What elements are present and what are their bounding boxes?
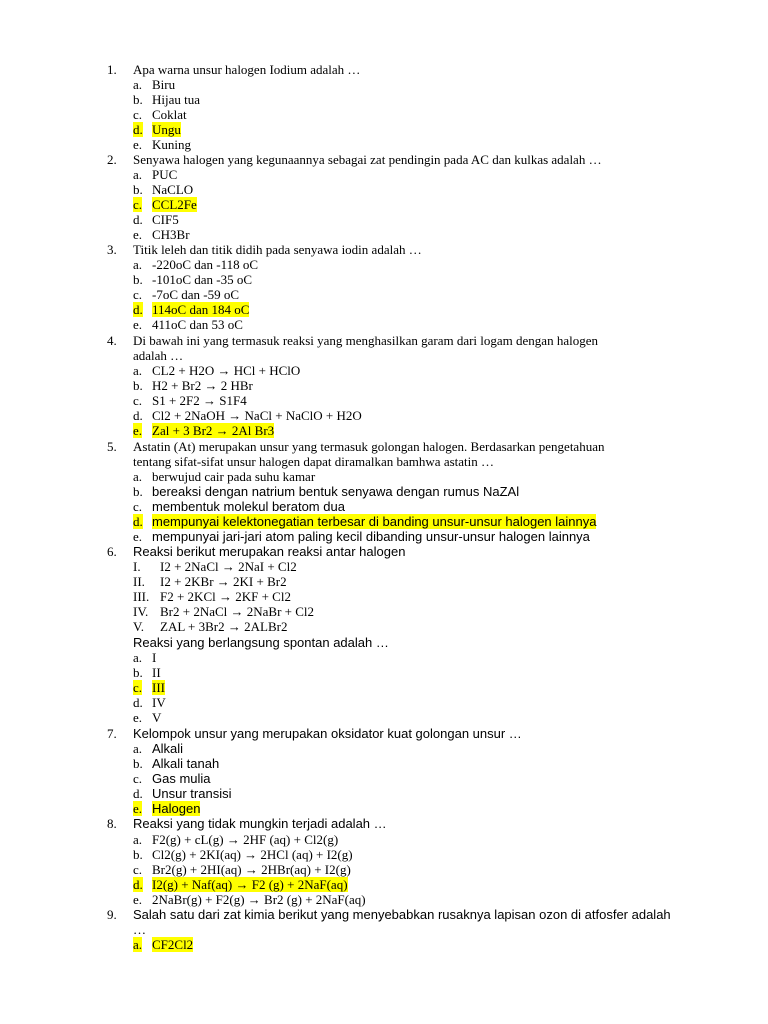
option-text: bereaksi dengan natrium bentuk senyawa dengan rumus NaZAl — [152, 484, 520, 499]
option-letter: c. — [133, 499, 143, 514]
option-letter: e. — [133, 137, 143, 152]
question-number: 1. — [107, 62, 117, 77]
option-letter: e. — [133, 529, 143, 544]
question-number: 4. — [107, 333, 117, 348]
option-text: II — [152, 665, 161, 680]
reaction-text: Br2 + 2NaCl → 2NaBr + Cl2 — [160, 604, 315, 619]
option-text: Coklat — [152, 107, 187, 122]
question-number: 7. — [107, 726, 117, 741]
option-text: Biru — [152, 77, 176, 92]
option-text-answer: Ungu — [152, 122, 181, 137]
question-text-continued: adalah … — [133, 348, 184, 363]
option-letter: b. — [133, 484, 143, 499]
option-text: -101oC dan -35 oC — [152, 272, 253, 287]
option-text: Alkali — [152, 741, 184, 756]
option-text: Hijau tua — [152, 92, 201, 107]
option-letter: a. — [133, 650, 143, 665]
option-letter: b. — [133, 847, 143, 862]
option-text-answer: Halogen — [152, 801, 201, 816]
option-text: V — [152, 710, 162, 725]
option-text: H2 + Br2 → 2 HBr — [152, 378, 253, 393]
option-letter: d. — [133, 408, 143, 423]
option-text: F2(g) + cL(g) → 2HF (aq) + Cl2(g) — [152, 832, 339, 847]
option-letter: d. — [133, 212, 143, 227]
option-text: Alkali tanah — [152, 756, 220, 771]
reaction-text: ZAL + 3Br2 → 2ALBr2 — [160, 619, 288, 634]
option-text: CL2 + H2O → HCl + HClO — [152, 363, 301, 378]
option-text: 411oC dan 53 oC — [152, 317, 243, 332]
reaction-numeral: III. — [133, 589, 150, 604]
option-text: -220oC dan -118 oC — [152, 257, 259, 272]
question-text-continued: tentang sifat-sifat unsur halogen dapat diramalkan bamhwa astatin … — [133, 454, 494, 469]
question-number: 5. — [107, 439, 117, 454]
option-letter: e. — [133, 892, 143, 907]
option-letter: c. — [133, 862, 143, 877]
option-text: Gas mulia — [152, 771, 211, 786]
option-text: CIF5 — [152, 212, 179, 227]
option-letter: a. — [133, 77, 143, 92]
option-letter: a. — [133, 167, 143, 182]
option-text-answer: 114oC dan 184 oC — [152, 302, 250, 317]
option-text-answer: CCL2Fe — [152, 197, 197, 212]
question-text: Kelompok unsur yang merupakan oksidator kuat golongan unsur … — [133, 726, 522, 741]
option-letter-answer: e. — [133, 423, 143, 438]
option-text: IV — [152, 695, 166, 710]
option-text-answer: mempunyai kelektonegatian terbesar di banding unsur-unsur halogen lainnya — [152, 514, 597, 529]
option-letter: a. — [133, 257, 143, 272]
question-subtext: Reaksi yang berlangsung spontan adalah … — [133, 635, 389, 650]
question-text: Senyawa halogen yang kegunaannya sebagai zat pendingin pada AC dan kulkas adalah … — [133, 152, 602, 167]
question-text: Titik leleh dan titik didih pada senyawa iodin adalah … — [133, 242, 422, 257]
option-text: -7oC dan -59 oC — [152, 287, 240, 302]
reaction-numeral: IV. — [133, 604, 149, 619]
option-text: Kuning — [152, 137, 191, 152]
option-text: CH3Br — [152, 227, 190, 242]
option-text: I — [152, 650, 157, 665]
option-letter: a. — [133, 741, 143, 756]
option-text: membentuk molekul beratom dua — [152, 499, 345, 514]
option-letter: b. — [133, 756, 143, 771]
option-text: Cl2 + 2NaOH → NaCl + NaClO + H2O — [152, 408, 362, 423]
reaction-text: I2 + 2KBr → 2KI + Br2 — [160, 574, 287, 589]
option-letter-answer: d. — [133, 877, 143, 892]
question-number: 2. — [107, 152, 117, 167]
option-text: Unsur transisi — [152, 786, 232, 801]
option-text: Br2(g) + 2HI(aq) → 2HBr(aq) + I2(g) — [152, 862, 351, 877]
option-letter: c. — [133, 771, 143, 786]
option-text: NaCLO — [152, 182, 194, 197]
option-letter-answer: d. — [133, 122, 143, 137]
option-letter: c. — [133, 287, 143, 302]
option-letter: d. — [133, 786, 143, 801]
option-text-answer: Zal + 3 Br2 → 2Al Br3 — [152, 423, 275, 438]
option-text: berwujud cair pada suhu kamar — [152, 469, 316, 484]
option-letter: b. — [133, 665, 143, 680]
option-letter-answer: d. — [133, 302, 143, 317]
option-letter: a. — [133, 832, 143, 847]
question-text: Reaksi yang tidak mungkin terjadi adalah … — [133, 816, 387, 831]
option-letter: a. — [133, 469, 143, 484]
option-letter-answer: e. — [133, 801, 143, 816]
option-text: PUC — [152, 167, 178, 182]
option-text: 2NaBr(g) + F2(g) → Br2 (g) + 2NaF(aq) — [152, 892, 366, 907]
option-text-answer: I2(g) + Naf(aq) → F2 (g) + 2NaF(aq) — [152, 877, 348, 892]
option-letter: e. — [133, 317, 143, 332]
option-letter-answer: d. — [133, 514, 143, 529]
reaction-numeral: II. — [133, 574, 145, 589]
option-letter: b. — [133, 378, 143, 393]
option-text: S1 + 2F2 → S1F4 — [152, 393, 247, 408]
option-text-answer: CF2Cl2 — [152, 937, 194, 952]
reaction-text: I2 + 2NaCl → 2NaI + Cl2 — [160, 559, 297, 574]
option-letter: c. — [133, 393, 143, 408]
question-text: Salah satu dari zat kimia berikut yang menyebabkan rusaknya lapisan ozon di atfosfer adalah — [133, 907, 671, 922]
question-text: Di bawah ini yang termasuk reaksi yang menghasilkan garam dari logam dengan halogen — [133, 333, 598, 348]
option-letter: e. — [133, 710, 143, 725]
question-text-continued: … — [133, 922, 146, 937]
option-letter: a. — [133, 363, 143, 378]
option-letter: b. — [133, 92, 143, 107]
option-text-answer: III — [152, 680, 165, 695]
option-letter-answer: c. — [133, 197, 143, 212]
reaction-text: F2 + 2KCl → 2KF + Cl2 — [160, 589, 291, 604]
question-number: 6. — [107, 544, 117, 559]
question-text: Reaksi berikut merupakan reaksi antar halogen — [133, 544, 406, 559]
option-letter: d. — [133, 695, 143, 710]
question-number: 8. — [107, 816, 117, 831]
question-number: 3. — [107, 242, 117, 257]
option-letter-answer: c. — [133, 680, 143, 695]
option-letter: b. — [133, 272, 143, 287]
option-text: Cl2(g) + 2KI(aq) → 2HCl (aq) + I2(g) — [152, 847, 353, 862]
question-text: Astatin (At) merupakan unsur yang termasuk golongan halogen. Berdasarkan pengetahuan — [133, 439, 605, 454]
question-number: 9. — [107, 907, 117, 922]
reaction-numeral: I. — [133, 559, 141, 574]
option-letter-answer: a. — [133, 937, 143, 952]
option-letter: c. — [133, 107, 143, 122]
option-letter: b. — [133, 182, 143, 197]
option-letter: e. — [133, 227, 143, 242]
reaction-numeral: V. — [133, 619, 144, 634]
option-text: mempunyai jari-jari atom paling kecil dibanding unsur-unsur halogen lainnya — [152, 529, 590, 544]
question-text: Apa warna unsur halogen Iodium adalah … — [133, 62, 361, 77]
